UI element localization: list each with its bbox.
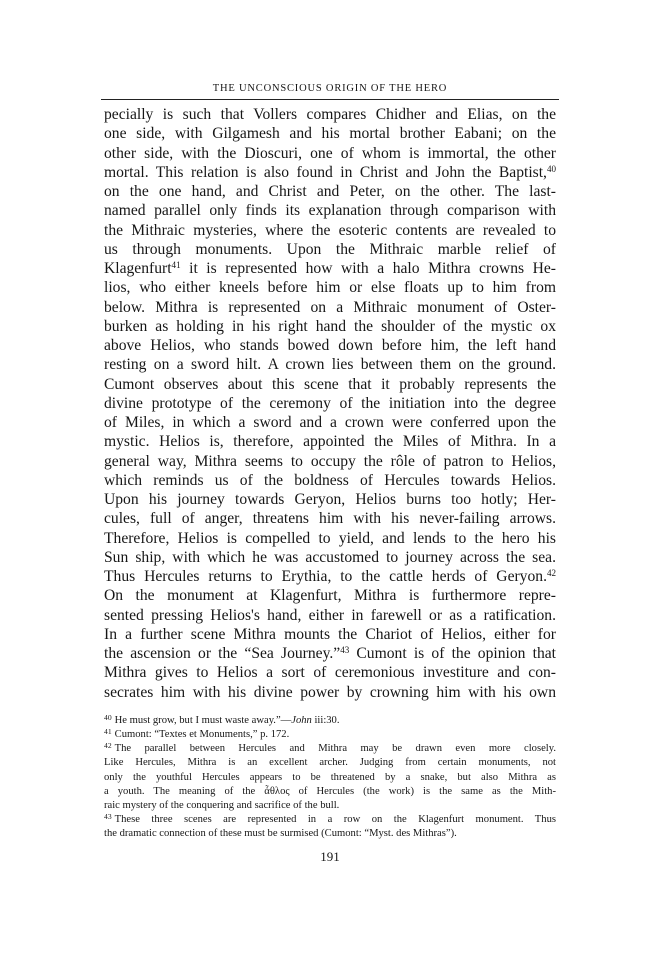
footnote-text: Like Hercules, Mithra is an excellent archer. Judging from certain monuments, not <box>104 757 556 769</box>
body-line: named parallel only finds its explanation through comparison with <box>104 202 556 220</box>
footnote-line <box>104 813 556 827</box>
body-line: above Helios, who stands bowed down before him, the left hand <box>104 337 556 354</box>
footnote-reference: 40 <box>546 163 556 174</box>
body-line: Klagenfurt$^{41}$ it is represented how with a halo Mithra crowns He- <box>104 260 556 277</box>
footnotes <box>104 714 556 842</box>
footnote <box>104 742 556 813</box>
body-line: resting on a sword hilt. A crown lies between them on the ground. <box>104 356 556 374</box>
footnote-reference: 41 <box>171 260 181 271</box>
body-line: of Miles, in which a sword and a crown were conferred upon the <box>104 414 556 431</box>
body-line: sented pressing Helios's hand, either in farewell or as a ratification. <box>104 606 556 624</box>
body-line: on the one hand, and Christ and Peter, on the other. The last- <box>104 183 556 200</box>
body-line: On the monument at Klagenfurt, Mithra is furthermore repre- <box>104 587 556 605</box>
header-rule <box>101 99 559 100</box>
body-text <box>104 105 556 702</box>
body-line: secrates him with his divine power by crowning him with his own <box>104 683 556 701</box>
footnote <box>104 728 556 742</box>
footnote-line <box>104 742 556 756</box>
body-line: burken as holding in his right hand the shoulder of the mystic ox <box>104 317 556 335</box>
footnote-number: 43 <box>104 812 112 822</box>
body-line: the ascension or the “Sea Journey.”$^{43}$ Cumont is of the opinion that <box>104 645 556 662</box>
page-number: 191 <box>320 849 340 864</box>
body-line: Thus Hercules returns to Erythia, to the cattle herds of Geryon.$^{42}$ <box>104 568 556 585</box>
footnote <box>104 714 556 728</box>
footnote-text: the dramatic connection of these must be surmised (Cumont: “Myst. des Mithras”). <box>104 828 457 840</box>
footnote-text: raic mystery of the conquering and sacrifice of the bull. <box>104 799 340 811</box>
footnote-line <box>104 756 556 770</box>
footnote-text: He must grow, but I must waste away.”—John iii:30. <box>114 714 340 726</box>
footnote-number: 42 <box>104 741 112 751</box>
body-line: the Mithraic mysteries, where the esoteric contents are revealed to <box>104 221 556 239</box>
body-line: one side, with Gilgamesh and his mortal brother Eabani; on the <box>104 125 556 143</box>
body-line: In a further scene Mithra mounts the Chariot of Helios, either for <box>104 625 556 643</box>
body-line: Therefore, Helios is compelled to yield, and lends to the hero his <box>104 529 556 547</box>
body-line: Sun ship, with which he was accustomed to journey across the sea. <box>104 548 556 566</box>
footnote-line <box>104 714 556 728</box>
footnote-number: 41 <box>104 727 112 737</box>
footnote-line <box>104 799 556 813</box>
footnote-text: These three scenes are represented in a row on the Klagenfurt monument. Thus <box>114 814 556 826</box>
body-line: mystic. Helios is, therefore, appointed the Miles of Mithra. In a <box>104 433 556 451</box>
body-line: cules, full of anger, threatens him with his never-failing arrows. <box>104 510 556 528</box>
body-line: Mithra gives to Helios a sort of ceremonious investiture and con- <box>104 664 556 682</box>
body-line: pecially is such that Vollers compares Chidher and Elias, on the <box>104 106 556 123</box>
body-line: which reminds us of the boldness of Hercules towards Helios. <box>104 471 556 489</box>
body-line: Cumont observes about this scene that it probably represents the <box>104 375 556 393</box>
footnote-line <box>104 827 556 841</box>
body-line: divine prototype of the ceremony of the initiation into the degree <box>104 394 556 412</box>
body-line: other side, with the Dioscuri, one of whom is immortal, the other <box>104 144 556 162</box>
body-line: us through monuments. Upon the Mithraic marble relief of <box>104 240 556 258</box>
footnote-number: 40 <box>104 713 112 723</box>
footnote-line <box>104 728 556 742</box>
body-line: below. Mithra is represented on a Mithraic monument of Oster- <box>104 298 556 316</box>
footnote-text: only the youthful Hercules appears to be threatened by a snake, but also Mithra as <box>104 771 556 783</box>
footnote-text: The parallel between Hercules and Mithra may be drawn even more closely. <box>114 743 556 755</box>
body-line: Upon his journey towards Geryon, Helios burns too hotly; Her- <box>104 491 556 508</box>
footnote-line <box>104 785 556 799</box>
footnote-text: Cumont: “Textes et Monuments,” p. 172. <box>114 728 290 740</box>
running-head: THE UNCONSCIOUS ORIGIN OF THE HERO <box>212 83 448 94</box>
footnote-line <box>104 771 556 785</box>
footnote-text: a youth. The meaning of the ἆθλος of Hercules (the work) is the same as the Mith- <box>104 785 556 797</box>
body-line: lios, who either kneels before him or else floats up to him from <box>104 279 556 297</box>
footnote <box>104 813 556 841</box>
body-line: mortal. This relation is also found in Christ and John the Baptist,$^{40}$ <box>104 163 556 181</box>
footnote-reference: 42 <box>546 568 556 579</box>
book-page <box>104 82 556 864</box>
body-line: general way, Mithra seems to occupy the rôle of patron to Helios, <box>104 452 556 470</box>
footnote-reference: 43 <box>340 645 350 656</box>
